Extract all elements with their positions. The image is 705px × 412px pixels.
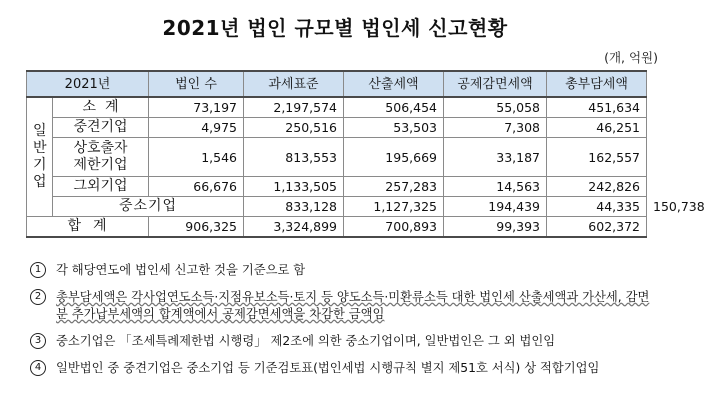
header-year: 2021년 [27,71,149,97]
tax-table [26,70,705,238]
page-title: 2021년 법인 규모별 법인세 신고현황 [162,16,508,40]
table-row: 그외기업 66,676 1,133,505 257,283 14,563 242,826 [27,177,647,197]
row-label: 중소기업 [53,197,244,217]
table-header-row [27,71,647,97]
footnote [30,262,658,279]
table-row-total: 합 계 906,325 3,324,899 700,893 99,393 602,372 [27,217,647,238]
unit-label: (개, 억원) [604,50,658,65]
table-row: 일 반 기 업 소 계 73,197 2,197,574 506,454 55,058 451,634 [27,97,647,118]
row-label: 중견기업 [53,118,149,138]
table-row: 상호출자 제한기업 1,546 813,553 195,669 33,187 162,557 [27,138,647,177]
note-marker: 3 [30,333,46,349]
row-label: 그외기업 [53,177,149,197]
note-marker: 1 [30,262,46,278]
footnote [30,360,658,377]
note-text: 각 해당연도에 법인세 신고한 것을 기준으로 함 [56,263,306,277]
header-calculated-tax: 산출세액 [344,71,444,97]
row-label: 소 계 [53,97,149,118]
group-label-general: 일 반 기 업 [27,97,53,217]
footnote [30,333,658,350]
footnote [30,289,658,323]
table-row: 중견기업 4,975 250,516 53,503 7,308 46,251 [27,118,647,138]
note-marker: 2 [30,289,46,305]
note-text: 중소기업은 「조세특례제한법 시행령」 제2조에 의한 중소기업이며, 일반법인은 그 외 법인임 [56,334,556,348]
note-text: 일반법인 중 중견기업은 중소기업 등 기준검토표(법인세법 시행규칙 별지 제51호 서식) 상 적합기업임 [56,361,600,375]
table-row-sme: 중소기업 833,128 1,127,325 194,439 44,335 150,738 [27,197,647,217]
header-deduction: 공제감면세액 [444,71,547,97]
footnotes [30,262,658,387]
row-label: 합 계 [27,217,149,238]
header-total-burden: 총부담세액 [547,71,647,97]
row-label: 상호출자 제한기업 [53,138,149,177]
header-count: 법인 수 [149,71,244,97]
note-text: 총부담세액은 각사업연도소득·지점유보소득·토지 등 양도소득·미환류소득 대한 법인세 산출세액과 가산세, 감면분 추가납부세액의 합계액에서 공제감면세액을 차감한 금액임 [56,290,650,321]
header-tax-base: 과세표준 [244,71,344,97]
note-marker: 4 [30,360,46,376]
